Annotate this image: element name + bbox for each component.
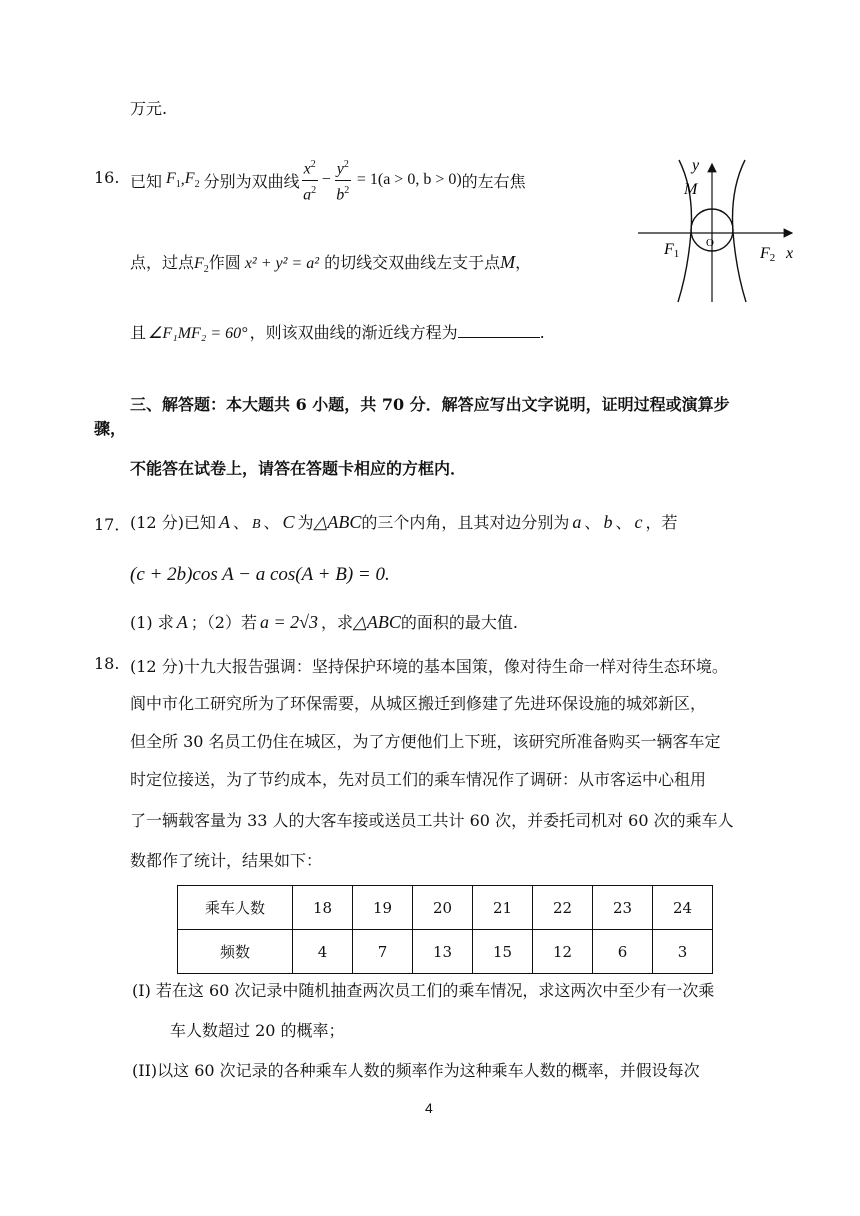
table-header-passengers: 乘车人数 xyxy=(178,886,293,930)
fraction-x2-a2: $\frac{x^2}{a^2}$ xyxy=(302,155,318,205)
origin-label: O xyxy=(706,237,714,249)
table-cell: 7 xyxy=(353,930,413,974)
f2-symbol: $F_2$ xyxy=(184,169,200,191)
q17-text-c: 的三个内角，且其对边分别为 xyxy=(361,513,570,532)
triangle-abc: △ABC xyxy=(353,612,401,632)
side-a: a xyxy=(572,512,582,532)
q18-line: 时定位接送，为了节约成本，先对员工们的乘车情况作了调研：从市客运中心租用 xyxy=(130,770,707,789)
frequency-table xyxy=(177,885,713,974)
sep: 、 xyxy=(263,513,280,532)
q17-text-b: 为 xyxy=(297,513,314,532)
q17-number: 17． xyxy=(94,515,131,534)
table-cell: 23 xyxy=(593,886,653,930)
q16-text-a: 已知 xyxy=(130,171,163,191)
q16-line3 xyxy=(130,320,545,343)
sep: 、 xyxy=(584,513,601,532)
table-cell: 22 xyxy=(533,886,593,930)
x-label: x xyxy=(786,245,794,262)
minus-sign: − xyxy=(321,171,331,188)
table-cell: 12 xyxy=(533,930,593,974)
q17-text-d: ，若 xyxy=(645,513,678,532)
triangle-abc: △ABC xyxy=(313,512,362,532)
q17-part1: (1) 求 xyxy=(130,613,174,632)
comma: , xyxy=(180,171,185,188)
q18-line: (12 分)十九大报告强调：坚持保护环境的基本国策，像对待生命一样对待生态环境。 xyxy=(130,657,728,676)
q16-period: . xyxy=(539,323,545,342)
q17-part2: ；（2）若 xyxy=(190,613,257,632)
q18-line: 了一辆载客量为 33 人的大客车接或送员工共计 60 次，并委托司机对 60 次的乘车人 xyxy=(130,811,734,830)
table-cell: 15 xyxy=(473,930,533,974)
table-row-frequency xyxy=(178,930,713,974)
table-header-frequency: 频数 xyxy=(178,930,293,974)
q17-line1 xyxy=(130,510,677,533)
a-condition: a = 2√3 xyxy=(259,612,318,632)
q16-text-h: 且 xyxy=(130,323,147,342)
q17-text-f: 的面积的最大值. xyxy=(400,613,518,632)
section3-title-line2: 骤， xyxy=(94,419,127,438)
q16-number: 16. xyxy=(94,168,120,187)
q18-part1-line1: (I) 若在这 60 次记录中随机抽查两次员工们的乘车情况，求这两次中至少有一次乘 xyxy=(132,981,715,1000)
f1-symbol: $F_1$ xyxy=(166,169,181,191)
table-cell: 4 xyxy=(293,930,353,974)
sep: 、 xyxy=(615,513,632,532)
right-branch xyxy=(733,160,747,302)
angle-c: C xyxy=(282,512,295,532)
table-cell: 6 xyxy=(593,930,653,974)
q18-line: 数都作了统计，结果如下： xyxy=(130,851,323,870)
section3-title-line1: 三、解答题：本大题共 6 小题，共 70 分．解答应写出文字说明，证明过程或演算步 xyxy=(130,395,730,414)
q16-text-e: 作圆 xyxy=(208,253,241,272)
q18-line: 阆中市化工研究所为了环保需要，从城区搬迁到修建了先进环保设施的城郊新区， xyxy=(130,694,707,713)
page-number: 4 xyxy=(425,1100,433,1116)
m-label: M xyxy=(684,181,698,198)
table-cell: 18 xyxy=(293,886,353,930)
angle-b: B xyxy=(251,517,261,532)
q16-text-c: 的左右焦 xyxy=(461,171,526,191)
q17-parts xyxy=(130,610,518,633)
sep: 、 xyxy=(232,513,249,532)
q17-equation: (c + 2b)cos A − a cos(A + B) = 0. xyxy=(130,564,390,585)
point-m: M xyxy=(500,252,516,272)
q18-part1-line2: 车人数超过 20 的概率； xyxy=(170,1021,345,1040)
hyperbola-figure xyxy=(632,150,804,306)
q17-text-e: ，求 xyxy=(320,613,353,632)
side-b: b xyxy=(603,512,613,532)
q16-text-d: 点，过点 xyxy=(130,253,195,272)
q18-part2-line1: (II)以这 60 次记录的各种乘车人数的频率作为这种乘车人数的概率，并假设每次 xyxy=(132,1061,700,1080)
f1-label: F1 xyxy=(664,241,680,260)
table-cell: 20 xyxy=(413,886,473,930)
angle-equation: ∠F₁MF₂ = 60° xyxy=(148,325,248,342)
f2-symbol: $F_2$ xyxy=(194,255,209,276)
angle-a: A xyxy=(218,512,230,532)
y-label: y xyxy=(692,157,700,174)
table-cell: 3 xyxy=(653,930,713,974)
q16-text-b: 分别为双曲线 xyxy=(203,171,300,191)
top-line: 万元. xyxy=(130,99,168,118)
fraction-y2-b2: $\frac{y^2}{b^2}$ xyxy=(335,155,351,205)
circle-equation: x² + y² = a² xyxy=(244,255,319,272)
q16-text-f: 的切线交双曲线左支于点 xyxy=(319,253,501,272)
var-a: A xyxy=(176,612,188,632)
section3-title-line3: 不能答在试卷上，请答在答题卡相应的方框内． xyxy=(130,459,467,478)
side-c: c xyxy=(634,512,643,532)
table-cell: 13 xyxy=(413,930,473,974)
table-cell: 21 xyxy=(473,886,533,930)
answer-blank[interactable] xyxy=(458,323,540,338)
f2-label: F2 xyxy=(760,245,776,264)
q18-line: 但全所 30 名员工仍住在城区，为了方便他们上下班，该研究所准备购买一辆客车定 xyxy=(130,732,721,751)
hyperbola-condition: = 1(a > 0, b > 0) xyxy=(356,171,462,188)
table-cell: 24 xyxy=(653,886,713,930)
q16-line2 xyxy=(130,250,531,275)
table-cell: 19 xyxy=(353,886,413,930)
q16-line1 xyxy=(130,152,526,208)
table-row-passengers xyxy=(178,886,713,930)
q16-text-i: ，则该双曲线的渐近线方程为 xyxy=(249,323,458,342)
q17-text-a: (12 分)已知 xyxy=(130,513,216,532)
q18-number: 18. xyxy=(94,654,120,673)
q16-text-g: ， xyxy=(515,253,532,272)
